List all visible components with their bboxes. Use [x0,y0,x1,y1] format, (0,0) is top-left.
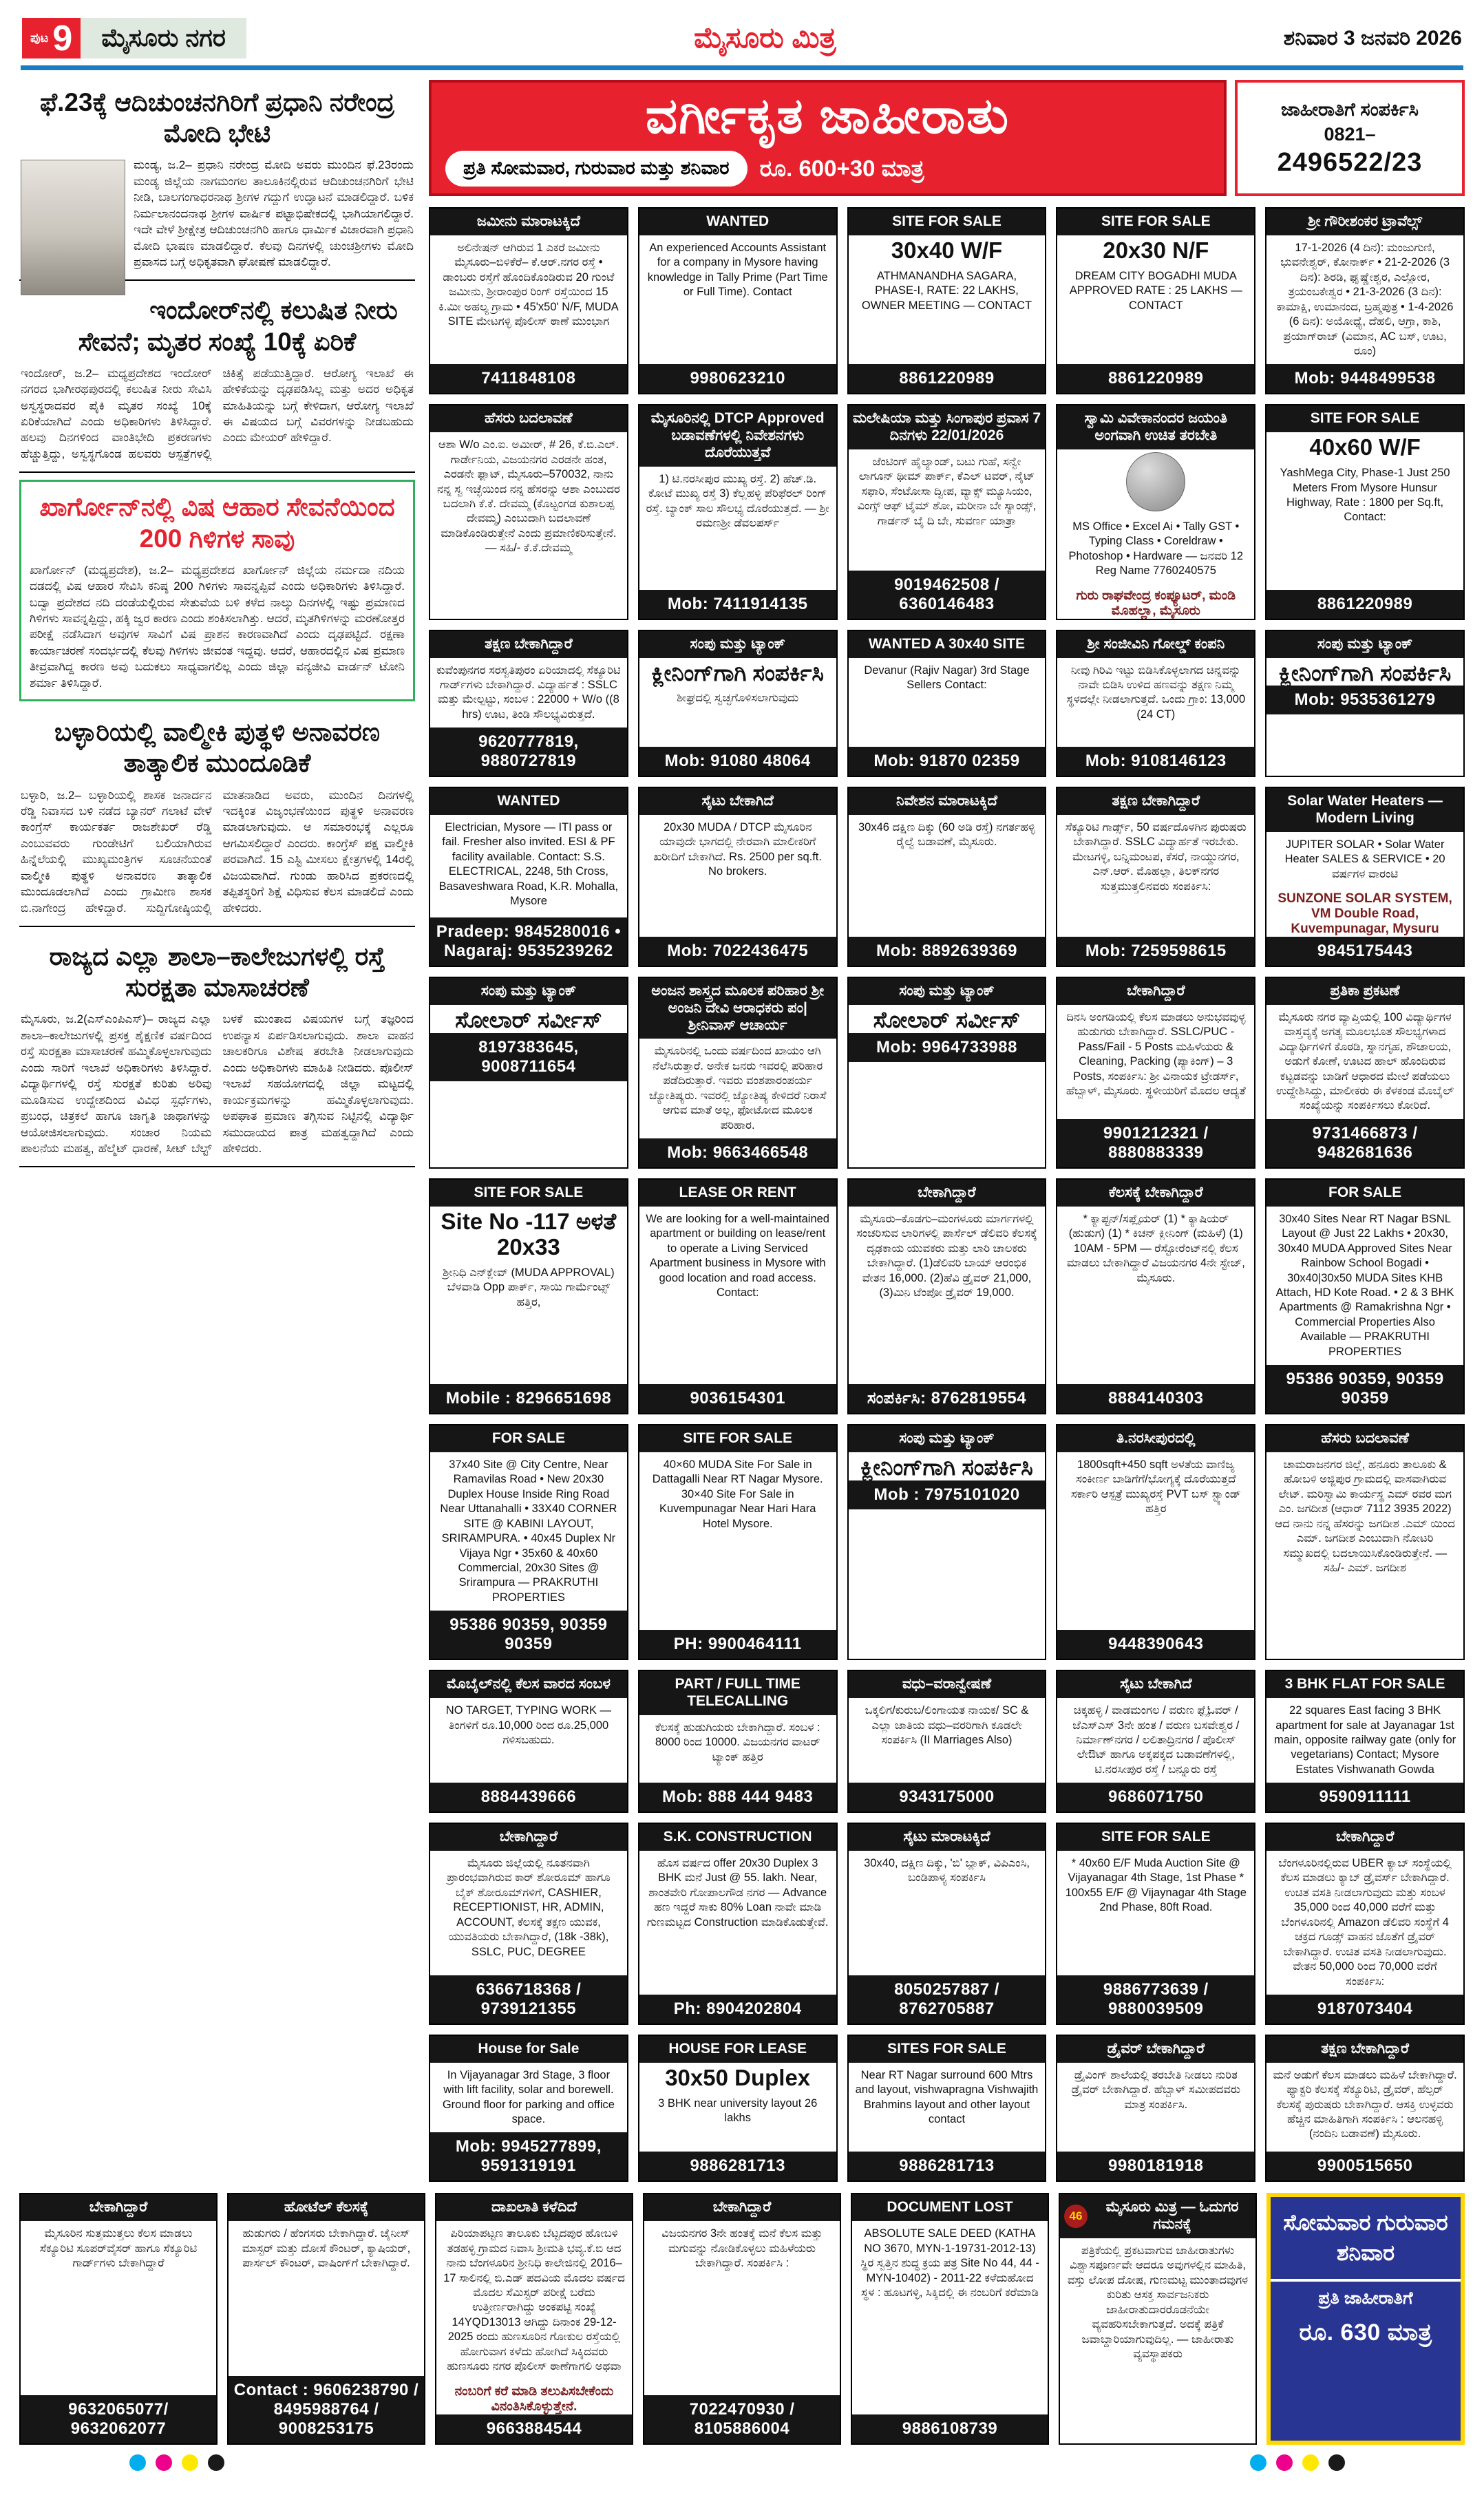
ad-big-line: 40x60 W/F [1309,434,1421,460]
news-column [19,80,415,2182]
classified-ad [638,787,838,967]
ad-body: 40×60 MUDA Site For Sale in Dattagalli Near RT Nagar Mysore. 30×40 Site For Sale in Kuvempunagar Near Hari Hara Hotel Mysore. [652,1458,823,1530]
ad-phone: Mob: 9964733988 [849,1033,1046,1062]
ad-header: ಸೈಟು ಮಾರಾಟಕ್ಕಿದೆ [849,1824,1046,1851]
news-article [19,288,415,473]
ad-header: ಶ್ರೀ ಸಂಜೀವಿನಿ ಗೋಲ್ಡ್ ಕಂಪನಿ [1057,631,1254,658]
classified-ad [1266,2193,1465,2444]
article-headline: ಇಂದೋರ್‌ನಲ್ಲಿ ಕಲುಷಿತ ನೀರು ಸೇವನೆ; ಮೃತರ ಸಂಖ್ಯೆ 10ಕ್ಕೆ ಏರಿಕೆ [78,296,398,356]
ad-phone: 8884439666 [430,1783,627,1812]
ad-header: ಹೋಟೆಲ್ ಕೆಲಸಕ್ಕೆ [229,2194,424,2221]
ad-header: ಅಂಜನ ಶಾಸ್ತ್ರದ ಮೂಲಕ ಪರಿಹಾರ ಶ್ರೀ ಅಂಜನಿ ದೇವಿ ಆರಾಧಕರು ಪಂ| ಶ್ರೀನಿವಾಸ್ ಆಚಾರ್ಯ [639,978,836,1039]
ad-header: ಬೇಕಾಗಿದ್ದಾರೆ [21,2194,216,2221]
ad-body: ಚಿಕ್ಕಹಳ್ಳಿ / ವಾಡಮಂಗಲ / ವರುಣ ಫ್ಲೈಓವರ್ / ಜೆಎಸ್‌ಎಸ್ 3ನೇ ಹಂತ / ವರುಣ ಬಸವೇಶ್ವರ / ನಿರ್ಮಾಣ್‌ನಗರ / ಲಲಿತಾದ್ರಿನಗರ / ಪೊಲೀಸ್ ಲೇಔಟ್ ಹಾಗೂ ಅಕ್ಕಪಕ್ಕದ ಬಡಾವಣೆಗಳಲ್ಲಿ, ಟಿ.ನರಸೀಪುರ ರಸ್ತೆ / ಬನ್ನೂರು ರಸ್ತೆ [1072,1704,1240,1776]
classified-ad [847,977,1047,1169]
ad-header: FOR SALE [430,1425,627,1452]
article-body: ಇಂದೋರ್, ಜ.2– ಮಧ್ಯಪ್ರದೇಶದ ಇಂದೋರ್ ನಗರದ ಭಾಗೀರಥಪುರದಲ್ಲಿ ಕಲುಷಿತ ನೀರು ಸೇವಿಸಿ ಅಸ್ವಸ್ಥರಾದವರ ಪೈಕಿ ಮೃತರ ಸಂಖ್ಯೆ 10ಕ್ಕೆ ಏರಿಕೆಯಾಗಿದೆ ಎಂದು ಅಧಿಕಾರಿಗಳು ತಿಳಿಸಿದ್ದಾರೆ. ಹಲವು ದಿನಗಳಿಂದ ವಾಂತಿಭೇದಿ ಪ್ರಕರಣಗಳು ಹೆಚ್ಚುತ್ತಿದ್ದು, ಅಸ್ವಸ್ಥಗೊಂಡ ಹಲವರು ಆಸ್ಪತ್ರೆಗಳಲ್ಲಿ ಚಿಕಿತ್ಸೆ ಪಡೆಯುತ್ತಿದ್ದಾರೆ. ಆರೋಗ್ಯ ಇಲಾಖೆ ಈ ಹೇಳಿಕೆಯನ್ನು ದೃಢಪಡಿಸಿಲ್ಲ ಮತ್ತು ಅದರ ಅಧಿಕೃತ ಮಾಹಿತಿಯನ್ನು ಬಗ್ಗೆ ಕೇಳಿದಾಗ, ಆರೋಗ್ಯ ಇಲಾಖೆ ಈ ವಿಷಯದ ಬಗ್ಗೆ ವಿವರಗಳನ್ನು ನೀಡಬಹುದು ಎಂದು ಮೇಯರ್ ಹೇಳಿದ್ದಾರೆ. [21,366,414,460]
ad-header: ಕೆಲಸಕ್ಕೆ ಬೇಕಾಗಿದ್ದಾರೆ [1057,1180,1254,1207]
ad-header: ತಕ್ಷಣ ಬೇಕಾಗಿದ್ದಾರೆ [430,631,627,658]
classified-ad [847,1823,1047,2025]
classified-ad [227,2193,425,2444]
contact-label: ಜಾಹೀರಾತಿಗೆ ಸಂಪರ್ಕಿಸಿ [1281,98,1419,120]
ad-footer-line: SUNZONE SOLAR SYSTEM, VM Double Road, Kuvempunagar, Mysuru [1278,891,1452,937]
ad-body: 1800sqft+450 sqft ಅಳತೆಯ ವಾಣಿಜ್ಯ ಸಂಕೀರ್ಣ ಬಾಡಿಗೆಗೆ/ಭೋಗ್ಯಕ್ಕೆ ದೊರೆಯುತ್ತದೆ ಸರ್ಕಾರಿ ಆಸ್ಪತ್ರೆ ಮುಖ್ಯರಸ್ತೆ PVT ಬಸ್ ಸ್ಟ್ಯಾಂಡ್ ಹತ್ತಿರ [1070,1458,1241,1516]
ad-body: ಮೈಸೂರಿನಲ್ಲಿ ಒಂದು ವರ್ಷದಿಂದ ಖಾಯಂ ಆಗಿ ನೆಲೆಸಿರುತ್ತಾರೆ. ಅನೇಕ ಜನರು ಇವರಲ್ಲಿ ಪರಿಹಾರ ಪಡೆದಿರುತ್ತಾರೆ. ಇವರು ವಂಶಪಾರಂಪರ್ಯ ಜ್ಯೋತಿಷ್ಯರು. ಇವರಲ್ಲಿ ಜ್ಯೋತಿಷ್ಯ ಕೇಳಿದರೆ ನಿರಾಸೆ ಆಗುವ ಮಾತೆ ಅಲ್ಲ, ಫೋಟೋದ ಮೂಲಕ ಪರಿಹಾರ. [648,1045,827,1132]
ad-header: ಸೈಟು ಬೇಕಾಗಿದೆ [639,788,836,815]
ad-big-line: ಸೋಲಾರ್ ಸರ್ವೀಸ್ [873,1006,1021,1032]
classified-ad [429,1670,628,1813]
classified-schedule: ಪ್ರತಿ ಸೋಮವಾರ, ಗುರುವಾರ ಮತ್ತು ಶನಿವಾರ [445,151,748,187]
ad-body: * ಕ್ಯಾಪ್ಟನ್/ಸಪ್ಲೈಯರ್ (1) * ಕ್ಯಾಷಿಯರ್ (ಹುಡುಗ) (1) * ಕಿಚನ್ ಕ್ಲೀನಿಂಗ್ (ಮಹಿಳೆ) (1) 10AM - 5PM — ರೆಸ್ಟೋರೆಂಟ್‌ನಲ್ಲಿ ಕೆಲಸ ಮಾಡಲು ಬೇಕಾಗಿದ್ದಾರೆ ವಿಜಯನಗರ 4ನೇ ಸ್ಟೇಜ್, ಮೈಸೂರು. [1066,1212,1245,1284]
article-body: ಮಂಡ್ಯ, ಜ.2– ಪ್ರಧಾನಿ ನರೇಂದ್ರ ಮೋದಿ ಅವರು ಮುಂದಿನ ಫೆ.23ರಂದು ಮಂಡ್ಯ ಜಿಲ್ಲೆಯ ನಾಗಮಂಗಲ ತಾಲೂಕಿನಲ್ಲಿರುವ ಆದಿಚುಂಚನಗಿರಿಗೆ ಭೇಟಿ ನೀಡಿ, ಬಾಲಗಂಗಾಧರನಾಥ ಶ್ರೀಗಳ ಗದ್ದುಗೆ ಉದ್ಘಾಟನೆ ಮಾಡಲಿದ್ದಾರೆ. ಬಳಿಕ ನಿರ್ಮಲಾನಂದನಾಥ ಶ್ರೀಗಳ ವಾರ್ಷಿಕ ಪಟ್ಟಾಭಿಷೇಕದಲ್ಲಿ ಭಾಗಿಯಾಗಲಿದ್ದಾರೆ. ಇದೇ ವೇಳೆ ಶ್ರೀಕ್ಷೇತ್ರ ಆದಿಚುಂಚನಗಿರಿ ಹಾಗೂ ಧಾರ್ಮಿಕ ವಿಚಾರವಾಗಿ ಪ್ರಧಾನಿ ಮೋದಿ ಭಾಷಣ ಮಾಡಲಿದ್ದಾರೆ. ಕೆಲವು ದಿನಗಳಲ್ಲಿ ಚುಂಚಶ್ರೀಗಳು ಮೋದಿ ಪ್ರವಾಸದ ಬಗ್ಗೆ ಅಧಿಕೃತವಾಗಿ ಘೋಷಣೆ ಮಾಡಲಿದ್ದಾರೆ. [21,157,414,270]
classified-ad [1056,630,1255,778]
ad-phone: 9886108739 [852,2414,1048,2443]
news-article [19,710,415,927]
ad-phone: 9886281713 [639,2152,836,2180]
ad-phone: 9343175000 [849,1783,1046,1812]
ad-header: ಸಂಪು ಮತ್ತು ಟ್ಯಾಂಕ್ [849,1425,1046,1452]
classified-ad [429,404,628,619]
ad-phone: 8861220989 [1266,590,1463,619]
ad-body: ಶ್ರೀನಿಧಿ ಎನ್‌ಕ್ಲೇವ್ (MUDA APPROVAL) ಬೆಳವಾಡಿ Opp ಪಾರ್ಕ್, ಸಾಯಿ ಗಾರ್ಮೆಂಟ್ಸ್ ಹತ್ತಿರ, [443,1266,615,1308]
classified-ad [847,1178,1047,1414]
classified-ad [19,2193,218,2444]
vivekananda-photo [1126,452,1185,511]
ad-phone: 8861220989 [1057,364,1254,393]
ad-body: ಬೆಂಗಳೂರಿನಲ್ಲಿರುವ UBER ಕ್ಯಾಬ್ ಸಂಸ್ಥೆಯಲ್ಲಿ ಕೆಲಸ ಮಾಡಲು ಕ್ಯಾಬ್ ಡ್ರೈವರ್ಸ್ ಬೇಕಾಗಿದ್ದಾರೆ. ಉಚಿತ ವಸತಿ ನೀಡಲಾಗುವುದು ಮತ್ತು ಸಂಬಳ 35,000 ರಿಂದ 40,000 ವರೆಗೆ ಮತ್ತು ಬೆಂಗಳೂರಿನಲ್ಲಿ Amazon ಡೆಲಿವರಿ ಸಂಸ್ಥೆಗೆ 4 ಚಕ್ರದ ಗೂಡ್ಸ್ ವಾಹನ ಜೊತೆಗೆ ಡ್ರೈವರ್ ಬೇಕಾಗಿದ್ದಾರೆ. ಉಚಿತ ವಸತಿ ನೀಡಲಾಗುವುದು. ವೇತನ 50,000 ರಿಂದ 70,000 ವರೆಗೆ ಸಂಪರ್ಕಿಸಿ: [1278,1857,1452,1988]
ad-body: 37x40 Site @ City Centre, Near Ramavilas Road • New 20x30 Duplex House Inside Ring Road Near Uttanahalli • 33X40 CORNER SITE @ KABINI LAYOUT, SRIRAMPURA. • 40x45 Duplex Nr Vijaya Ngr • 35x60 & 40x60 Commercial, 20x30 Sites @ Srirampura — PRAKRUTHI PROPERTIES [440,1458,617,1604]
ad-body: In Vijayanagar 3rd Stage, 3 floor with lift facility, solar and borewell. Ground floor for parking and office space. [442,2068,615,2126]
classified-ad [847,2035,1047,2183]
ad-phone: 8050257887 / 8762705887 [849,1975,1046,2024]
article-headline: ಖಾರ್ಗೋನ್‌ನಲ್ಲಿ ವಿಷ ಆಹಾರ ಸೇವನೆಯಿಂದ 200 ಗಿಳಿಗಳ ಸಾವು [39,493,395,553]
ad-body: JUPITER SOLAR • Solar Water Heater SALES & SERVICE • 20 ವರ್ಷಗಳ ವಾರಂಟಿ [1284,838,1445,880]
classified-ad [1265,977,1465,1169]
ad-header: ಮೊಬೈಲ್‌ನಲ್ಲಿ ಕೆಲಸ ವಾರದ ಸಂಬಳ [430,1671,627,1698]
ad-header: ಬೇಕಾಗಿದ್ದಾರೆ [849,1180,1046,1207]
ad-phone: Mob: 9108146123 [1057,747,1254,776]
ad-body: ನೀವು ಗಿರಿವಿ ಇಟ್ಟು ಬಿಡಿಸಿಕೊಳ್ಳಲಾಗದ ಚಿನ್ನವನ್ನು ನಾವೇ ಬಿಡಿಸಿ ಉಳಿದ ಹಣವನ್ನು ತಕ್ಷಣ ನಿಮ್ಮ ಸ್ಥಳದಲ್ಲೇ ನೀಡಲಾಗುತ್ತದೆ. ಒಂದು ಗ್ರಾಂ: 13,000 (24 CT) [1066,663,1246,721]
ad-phone: Mob: 9663466548 [639,1138,836,1167]
classified-ad [643,2193,841,2444]
ad-header: SITE FOR SALE [1057,209,1254,235]
ad-header: ಬೇಕಾಗಿದ್ದಾರೆ [430,1824,627,1851]
classified-ad [429,1178,628,1414]
article-body: ಖಾರ್ಗೋನ್ (ಮಧ್ಯಪ್ರದೇಶ), ಜ.2– ಮಧ್ಯಪ್ರದೇಶದ ಖಾರ್ಗೋನ್ ಜಿಲ್ಲೆಯ ನರ್ಮದಾ ನದಿಯ ದಡದಲ್ಲಿ ವಿಷ ಆಹಾರ ಸೇವಿಸಿ ಕನಿಷ್ಠ 200 ಗಿಳಿಗಳು ಸಾವನ್ನಪ್ಪಿವೆ ಎಂದು ಅಧಿಕಾರಿಗಳು ತಿಳಿಸಿದ್ದಾರೆ. ಬದ್ವಾ ಪ್ರದೇಶದ ನದಿ ದಂಡೆಯಲ್ಲಿರುವ ಸೇತುವೆಯ ಬಳಿ ಕಳೆದ ನಾಲ್ಕು ದಿನಗಳಲ್ಲಿ ಇಷ್ಟು ಪ್ರಮಾಣದ ಗಿಳಿಗಳು ಸಾವನ್ನಪ್ಪಿದ್ದು, ಹಕ್ಕಿ ಜ್ವರ ಕಾರಣ ಎಂದು ಶಂಕಿಸಲಾಗಿತ್ತು. ಆದರೆ, ಮೃತಗಿಳಿಗಳನ್ನು ಮರಣೋತ್ತರ ಪರೀಕ್ಷೆ ನಡೆಸಿದಾಗ ಅವುಗಳ ಸಾವಿಗೆ ವಿಷ ಪ್ರಾಶನ ಕಾರಣವಾಗಿದೆ ಎಂದು ದೃಢಪಟ್ಟಿದೆ. ರಕ್ಷಣಾ ಕಾರ್ಯಾಚರಣೆ ಸಂದರ್ಭದಲ್ಲಿ ಕೆಲವು ಗಿಳಿಗಳು ಜೀವಂತ ಇದ್ದವು. ಆದರೆ, ಆಹಾರದಲ್ಲಿನ ವಿಷ ಪ್ರಮಾಣ ತೀವ್ರವಾಗಿದ್ದ ಕಾರಣ ಅವು ಬದುಕಲು ಸಾಧ್ಯವಾಗಲಿಲ್ಲ ಎಂದು ಜಿಲ್ಲಾ ವನ್ಯಜೀವಿ ವಾರ್ಡನ್ ಟೋನಿ ಶರ್ಮಾ ತಿಳಿಸಿದ್ದಾರೆ. [30,563,405,690]
classified-ad [1265,787,1465,967]
ad-phone: 7022470930 / 8105886004 [644,2395,840,2443]
classified-ad [847,630,1047,778]
ad-header: ಸ್ವಾಮಿ ವಿವೇಕಾನಂದರ ಜಯಂತಿ ಅಂಗವಾಗಿ ಉಚಿತ ತರಬೇತಿ [1057,405,1254,449]
classified-ad [638,630,838,778]
ad-header: ಜಮೀನು ಮಾರಾಟಕ್ಕಿದೆ [430,209,627,235]
ad-header: 46 ಮೈಸೂರು ಮಿತ್ರ — ಓದುಗರ ಗಮನಕ್ಕೆ [1060,2194,1255,2238]
ad-header: ಹೆಸರು ಬದಲಾವಣೆ [430,405,627,432]
classified-ad [429,630,628,778]
ad-body: Electrician, Mysore — ITI pass or fail. Fresher also invited. ESI & PF facility available. Contact: S.S. ELECTRICAL, 2248, 5th Cross, Basaveshwara Road, K.R. Mohalla, Mysore [438,821,619,908]
ad-body: ಪಿರಿಯಾಪಟ್ಟಣ ತಾಲೂಕು ಬೆಟ್ಟದಪುರ ಹೋಬಳಿ ತಡಹಳ್ಳಿ ಗ್ರಾಮದ ನಿವಾಸಿ ಶ್ರೀಮತಿ ಭವ್ಯ.ಕೆ.ಬಿ ಆದ ನಾನು ಬೆಂಗಳೂರಿನ ಶ್ರೀನಿಧಿ ಕಾಲೇಜಿನಲ್ಲಿ 2016–17 ಸಾಲಿನಲ್ಲಿ ಬಿ.ಎಡ್ ಪದವಿಯ ಮೊದಲ ವರ್ಷದ ಮೊದಲ ಸೆಮಿಸ್ಟರ್ ಪರೀಕ್ಷೆ ಬರೆದು ಉತ್ತೀರ್ಣರಾಗಿದ್ದು ಅಂಕಪಟ್ಟಿ ಸಂಖ್ಯೆ 14YQD13013 ಆಗಿದ್ದು ದಿನಾಂಕ 29-12-2025 ರಂದು ಹುಣಸೂರಿನ ಗೋಕುಲ ರಸ್ತೆಯಲ್ಲಿ ಹೋಗುವಾಗ ಕಳೆದು ಹೋಗಿದೆ ಸಿಕ್ಕಿದವರು ಹುಣಸೂರು ನಗರ ಪೊಲೀಸ್ ಠಾಣೆಗಾಗಲಿ ಅಥವಾ [443,2227,625,2373]
classified-title: ವರ್ಗೀಕೃತ ಜಾಹೀರಾತು [645,89,1010,144]
classified-ad [435,2193,633,2444]
ad-body: ಜೆಂಟಿಂಗ್ ಹೈಲ್ಯಾಂಡ್, ಬಟು ಗುಹೆ, ಸನ್ವೇ ಲಾಗೂನ್ ಥೀಮ್ ಪಾರ್ಕ್, ಕೆಎಲ್ ಟವರ್, ನೈಟ್ ಸಫಾರಿ, ಸೆಂಟೋಸಾ ದ್ವೀಪ, ವ್ಯಾಕ್ಸ್ ಮ್ಯೂಸಿಯಂ, ವಿಂಗ್ಸ್ ಆಫ್ ಟೈಮ್ ಶೋ, ಮರೀನಾ ಬೇ ಸ್ಯಾಂಡ್ಸ್, ಗಾರ್ಡನ್ ಬೈ ದಿ ಬೇ, ಸುವರ್ಣ ಯಾತ್ರಾ [857,455,1037,527]
ad-phone: Mob: 9448499538 [1266,364,1463,393]
ad-header: S.K. CONSTRUCTION [639,1824,836,1851]
classified-ad [1056,207,1255,394]
ad-header: ಸಂಪು ಮತ್ತು ಟ್ಯಾಂಕ್ [1266,631,1463,658]
ad-header: ಶ್ರೀ ಗೌರೀಶಂಕರ ಟ್ರಾವೆಲ್ಸ್ [1266,209,1463,235]
ad-phone: 8861220989 [849,364,1046,393]
ad-big-line: ಕ್ಲೀನಿಂಗ್‌ಗಾಗಿ ಸಂಪರ್ಕಿಸಿ [1278,659,1452,686]
header-rule [21,65,1463,70]
ad-body: * 40x60 E/F Muda Auction Site @ Vijayanagar 4th Stage, 1st Phase * 100x55 E/F @ Vijaynagar 4th Stage 2nd Phase, 80ft Road. [1065,1857,1247,1914]
classified-ad [1265,1178,1465,1414]
ad-body: 17-1-2026 (4 ದಿನ): ಮಂಜುಗುಣಿ, ಭುವನೇಶ್ವರ್, ಕೋನಾರ್ಕ್ • 21-2-2026 (3 ದಿನ): ಶಿರಡಿ, ಘೃಷ್ಣೇಶ್ವರ, ಎಲ್ಲೋರ, ತ್ರಯಂಬಕೇಶ್ವರ • 21-3-2026 (3 ದಿನ): ಕಾಮಾಕ್ಷಿ, ಉಮಾನಂದ, ಬ್ರಹ್ಮಪುತ್ರ • 1-4-2026 (6 ದಿನ): ಅಯೋಧ್ಯೆ, ದೆಹಲಿ, ಆಗ್ರಾ, ಕಾಶಿ, ಪ್ರಯಾಗ್‌ರಾಜ್ (ವಿಮಾನ, AC ಬಸ್, ಊಟ, ರೂಂ) [1276,241,1454,358]
ad-body: ಶೀಘ್ರದಲ್ಲಿ ಸ್ವಚ್ಛಗೊಳಿಸಲಾಗುವುದು [677,692,799,705]
classified-ad [1265,207,1465,394]
classified-ad [1265,1424,1465,1660]
ad-body: 30x40 Sites Near RT Nagar BSNL Layout @ Just 22 Lakhs • 20x30, 30x40 MUDA Approved Sites Near Rainbow School Bogadi • 30x40|30x50 MUDA Sites KHB Attach, HD Kote Road. • 2 & 3 BHK Apartments @ Ramakrishna Ngr • Commercial Properties Also Available — PRAKRUTHI PROPERTIES [1275,1212,1454,1358]
ad-header: Solar Water Heaters — Modern Living [1266,788,1463,832]
ad-body: ಮೈಸೂರಿನ ಸುತ್ತಮುತ್ತಲು ಕೆಲಸ ಮಾಡಲು ಸೆಕ್ಯೂರಿಟಿ ಸೂಪರ್‌ವೈಸರ್ ಹಾಗೂ ಸೆಕ್ಯೂರಿಟಿ ಗಾರ್ಡ್‌ಗಳು ಬೇಕಾಗಿದ್ದಾರೆ [39,2227,198,2270]
classified-ad [638,1823,838,2025]
ad-body: 22 squares East facing 3 BHK apartment for sale at Jayanagar 1st main, opposite railway gate (only for vegetarians) Contact; Mysore Estates Vishwanath Gowda [1274,1704,1456,1776]
ad-body: ಮೈಸೂರು ನಗರ ವ್ಯಾಪ್ತಿಯಲ್ಲಿ 100 ವಿದ್ಯಾರ್ಥಿಗಳ ವಾಸ್ತವ್ಯಕ್ಕೆ ಅಗತ್ಯ ಮೂಲಭೂತ ಸೌಲಭ್ಯಗಳಾದ ವಿದ್ಯಾರ್ಥಿಗಳಿಗೆ ಕೊಠಡಿ, ಸ್ನಾನಗೃಹ, ಶೌಚಾಲಯ, ಅಡುಗೆ ಕೋಣೆ, ಊಟದ ಹಾಲ್ ಹೊಂದಿರುವ ಕಟ್ಟಡವನ್ನು ಬಾಡಿಗೆ ಆಧಾರದ ಮೇಲೆ ಪಡೆಯಲು ಉದ್ದೇಶಿಸಿದ್ದು, ಮಾಲೀಕರು ಈ ಕೆಳಕಂಡ ಮೊಬೈಲ್ ಸಂಖ್ಯೆಯನ್ನು ಸಂಪರ್ಕಿಸಲು ಕೋರಿದೆ. [1275,1010,1454,1112]
ad-header: SITE FOR SALE [849,209,1046,235]
ad-phone: Mob: 888 444 9483 [639,1783,836,1812]
ad-phone: Pradeep: 9845280016 • Nagaraj: 9535239262 [430,917,627,966]
ad-phone: 9980623210 [639,364,836,393]
classified-ad [1265,2035,1465,2183]
classified-ad [847,404,1047,619]
modi-photo [21,160,125,295]
ad-body: ಕುವೆಂಪುನಗರ ಸರಸ್ವತಿಪುರಂ ಏರಿಯಾದಲ್ಲಿ ಸೆಕ್ಯೂರಿಟಿ ಗಾರ್ಡ್‌ಗಳು ಬೇಕಾಗಿದ್ದಾರೆ. ವಿದ್ಯಾರ್ಹತೆ : SSLC ಮತ್ತು ಮೇಲ್ಪಟ್ಟು, ಸಂಬಳ : 22000 + W/o ((8 hrs) ಊಟ, ತಿಂಡಿ ಸೌಲಭ್ಯವಿರುತ್ತದೆ. [436,663,621,721]
ad-header: PART / FULL TIME TELECALLING [639,1671,836,1715]
article-headline: ಬಳ್ಳಾರಿಯಲ್ಲಿ ವಾಲ್ಮೀಕಿ ಪುತ್ಥಳಿ ಅನಾವರಣ ತಾತ್ಕಾಲಿಕ ಮುಂದೂಡಿಕೆ [54,718,381,778]
ad-header: SITE FOR SALE [639,1425,836,1452]
ad-phone: Mob : 7975101020 [849,1480,1046,1509]
ad-phone: 9019462508 / 6360146483 [849,571,1046,619]
ad-phone: 7411848108 [430,364,627,393]
ad-phone: 9620777819, 9880727819 [430,728,627,776]
classified-masthead [429,80,1465,196]
ad-phone: PH: 9900464111 [639,1630,836,1659]
ad-body: 30x46 ದಕ್ಷಿಣ ದಿಕ್ಕು (60 ಅಡಿ ರಸ್ತೆ) ನಗರ್ತಹಳ್ಳಿ ರೈಲ್ವೆ ಬಡಾವಣೆ, ಮೈಸೂರು. [858,821,1035,849]
ad-body: ಚಾಮರಾಜನಗರ ಜಿಲ್ಲೆ, ಹನೂರು ತಾಲೂಕು & ಹೋಬಳಿ ಅಜ್ಜಿಪುರ ಗ್ರಾಮದಲ್ಲಿ ವಾಸವಾಗಿರುವ ಲೇಟ್. ಮರಿಸ್ವಾಮಿ ಕಾರ್ಯಸ್ಥ ಎಮ್ ರವರ ಮಗ ಎಂ. ಜಗದೀಶ (ಆಧಾರ್ 7112 3935 2022) ಆದ ನಾನು ನನ್ನ ಹೆಸರನ್ನು ಜಗದೀಶ .ಎಮ್ ಯಿಂದ ಎಮ್. ಜಗದೀಶ ಎಂಬುದಾಗಿ ನೋಟರಿ ಸಮ್ಮುಖದಲ್ಲಿ ಬದಲಾಯಿಸಿಕೊಂಡಿರುತ್ತೇನೆ. — ಸಹಿ/- ಎಮ್. ಜಗದೀಶ [1275,1458,1455,1574]
ad-big-line: ಸೋಲಾರ್ ಸರ್ವೀಸ್ [455,1006,602,1032]
ad-header: House for Sale [430,2036,627,2063]
news-article [19,934,415,1167]
ad-phone: 8884140303 [1057,1384,1254,1413]
ad-header: FOR SALE [1266,1180,1463,1207]
ad-header: ಸೈಟು ಬೇಕಾಗಿದೆ [1057,1671,1254,1698]
ad-header: ಬೇಕಾಗಿದ್ದಾರೆ [644,2194,840,2221]
ad-footer-line: ನಂಬರಿಗೆ ಕರೆ ಮಾಡಿ ತಲುಪಿಸಬೇಕೆಂದು ವಿನಂತಿಸಿಕೊಳ್ಳುತ್ತೇನೆ. [454,2383,614,2414]
ad-header: ಸೋಮವಾರ ಗುರುವಾರ ಶನಿವಾರ [1271,2197,1461,2281]
ad-header: ನಿವೇಶನ ಮಾರಾಟಕ್ಕಿದೆ [849,788,1046,815]
ad-body: 1) ಟಿ.ನರಸೀಪುರ ಮುಖ್ಯ ರಸ್ತೆ. 2) ಹೆಚ್.ಡಿ. ಕೋಟೆ ಮುಖ್ಯ ರಸ್ತೆ 3) ಕೆಲ್ಲಹಳ್ಳಿ ಪೆರಿಫೆರಲ್ ರಿಂಗ್ ರಸ್ತೆ. ಬ್ಯಾಂಕ್ ಸಾಲ ಸೌಲಭ್ಯ ದೊರೆಯುತ್ತದೆ. — ಶ್ರೀ ರಮಣಶ್ರೀ ಡೆವಲಪರ್ಸ್ [646,472,829,530]
classified-ad [1056,1670,1255,1813]
anniversary-badge: 46 [1064,2205,1088,2228]
ad-phone: 9900515650 [1266,2152,1463,2180]
ad-header: SITE FOR SALE [430,1180,627,1207]
ad-body: YashMega City, Phase-1 Just 250 Meters From Mysore Hunsur Highway, Rate : 1800 per Sq.ft, Contact: [1280,467,1450,524]
ad-body: NO TARGET, TYPING WORK — ತಿಂಗಳಿಗೆ ರೂ.10,000 ರಿಂದ ರೂ.25,000 ಗಳಿಸಬಹುದು. [445,1704,611,1746]
cmyk-dots-right [1250,2454,1355,2474]
ad-header: ವಧು–ವರಾನ್ವೇಷಣೆ [849,1671,1046,1698]
ad-header: ಪ್ರತಿಕಾ ಪ್ರಕಟಣೆ [1266,978,1463,1005]
classified-ad [847,207,1047,394]
ad-header: DOCUMENT LOST [852,2194,1048,2221]
ad-phone: Mob: 7259598615 [1057,937,1254,966]
page-number-red [22,18,81,59]
ad-header: ಬೇಕಾಗಿದ್ದಾರೆ [1266,1824,1463,1851]
news-article [19,80,415,281]
classified-ad [1056,1178,1255,1414]
ad-phone: 9980181918 [1057,2152,1254,2180]
classified-ad [1265,1670,1465,1813]
ad-header: ಸಂಪು ಮತ್ತು ಟ್ಯಾಂಕ್ [849,978,1046,1005]
ad-body: ದಿನಸಿ ಅಂಗಡಿಯಲ್ಲಿ ಕೆಲಸ ಮಾಡಲು ಅನುಭವವುಳ್ಳ ಹುಡುಗರು ಬೇಕಾಗಿದ್ದಾರೆ. SSLC/PUC - Pass/Fail - 5 Posts ಮಹಿಳೆಯರು & Cleaning, Packing (ಪ್ಯಾಕಿಂಗ್) – 3 Posts, ಸಂಪರ್ಕಿಸಿ: ಶ್ರೀ ವಿನಾಯಕ ಟ್ರೇಡರ್ಸ್, ಹೆಬ್ಬಾಳ್, ಮೈಸೂರು. ಸ್ಥಳೀಯರಿಗೆ ಮೊದಲ ಆದ್ಯತೆ [1066,1010,1246,1098]
ad-body: ಅಲಿನೇಷನ್ ಆಗಿರುವ 1 ಎಕರೆ ಜಮೀನು ಮೈಸೂರು–ಬಿಳಿಕೆರೆ– ಕೆ.ಆರ್.ನಗರ ರಸ್ತೆ • ಡಾಂಬರು ರಸ್ತೆಗೆ ಹೊಂದಿಕೊಂಡಿರುವ 20 ಗುಂಟೆ ಜಮೀನು, ಶ್ರೀರಾಂಪುರ ರಿಂಗ್ ರಸ್ತೆಯಿಂದ 15 ಕಿ.ಮೀ ಅಹಲ್ಯ ಗ್ರಾಮ • 45'x50' N/F, MUDA SITE ಮೇಟಗಳ್ಳಿ ಪೊಲೀಸ್ ಠಾಣೆ ಮುಂಭಾಗ [438,241,619,328]
ad-phone: 9686071750 [1057,1783,1254,1812]
classified-price: ರೂ. 600+30 ಮಾತ್ರ [759,155,924,181]
classified-ad [638,207,838,394]
ad-phone: 9448390643 [1057,1630,1254,1659]
classified-contact-box [1235,80,1465,196]
ad-header: SITES FOR SALE [849,2036,1046,2063]
paper-name: ಮೈಸೂರು ಮಿತ್ರ [694,21,836,54]
section-name: ಮೈಸೂರು ನಗರ [81,18,246,59]
article-body: ಬಳ್ಳಾರಿ, ಜ.2– ಬಳ್ಳಾರಿಯಲ್ಲಿ ಶಾಸಕ ಜನಾರ್ದನ ರೆಡ್ಡಿ ನಿವಾಸದ ಬಳಿ ನಡೆದ ಬ್ಯಾನರ್ ಗಲಾಟೆ ವೇಳೆ ಕಾಂಗ್ರೆಸ್ ಕಾರ್ಯಕರ್ತ ರಾಜಶೇಖರ್ ರೆಡ್ಡಿ ಎಂಬುವವರು ಗುಂಡೇಟಿಗೆ ಬಲಿಯಾಗಿರುವ ಹಿನ್ನೆಲೆಯಲ್ಲಿ ಮುಖ್ಯಮಂತ್ರಿಗಳ ಸೂಚನೆಯಂತೆ ವಾಲ್ಮೀಕಿ ಪುತ್ಥಳಿ ಅನಾವರಣ ತಾತ್ಕಾಲಿಕ ಮುಂದೂಡಲಾಗಿದೆ ಎಂದು ಗ್ರಾಮೀಣ ಶಾಸಕ ಬಿ.ನಾಗೇಂದ್ರ ಹೇಳಿದ್ದಾರೆ. ಸುದ್ದಿಗೋಷ್ಠಿಯಲ್ಲಿ ಮಾತನಾಡಿದ ಅವರು, ಮುಂದಿನ ದಿನಗಳಲ್ಲಿ ಇದಕ್ಕಿಂತ ವಿಜೃಂಭಣೆಯಿಂದ ಪುತ್ಥಳಿ ಅನಾವರಣ ಮಾಡಲಾಗುವುದು. ಆ ಸಮಾರಂಭಕ್ಕೆ ಎಲ್ಲರೂ ಆಗಮಿಸಲಿದ್ದಾರೆ ಎಂದರು. ಕಾಂಗ್ರೆಸ್ ಪಕ್ಷ ವಾಲ್ಮೀಕಿ ಪರವಾಗಿದೆ. 15 ಎಸ್ಟಿ ಮೀಸಲು ಕ್ಷೇತ್ರಗಳಲ್ಲಿ 14ರಲ್ಲಿ ವಿಜಯವಾಗಿದೆ. ಗುಂಡು ಹಾರಿಸಿದ ಪ್ರಕರಣದಲ್ಲಿ ತಪ್ಪಿತಸ್ಥರಿಗೆ ಶಿಕ್ಷೆ ವಿಧಿಸುವ ಕೆಲಸ ಮಾಡಲಿದೆ ಎಂದು ಹೇಳಿದರು. [21,788,414,915]
page-label: ಪುಟ [30,31,49,45]
ad-phone: 9590911111 [1266,1783,1463,1812]
ad-phone: Mob: 7411914135 [639,590,836,619]
ad-header: ಮೈಸೂರಿನಲ್ಲಿ DTCP Approved ಬಡಾವಣೆಗಳಲ್ಲಿ ನಿವೇಶನಗಳು ದೊರೆಯುತ್ತವೆ [639,405,836,466]
classified-ad [847,1424,1047,1660]
classified-ad [429,1424,628,1660]
ad-phone: 8197383645, 9008711654 [430,1033,627,1081]
contact-phone: 2496522/23 [1277,147,1423,177]
classified-ad [1265,630,1465,778]
ad-header: LEASE OR RENT [639,1180,836,1207]
classified-ad [638,1670,838,1813]
ad-big-line: 30x50 Duplex [665,2064,811,2090]
ad-header: ಮಲೇಷಿಯಾ ಮತ್ತು ಸಿಂಗಾಪುರ ಪ್ರವಾಸ 7 ದಿನಗಳು 22/01/2026 [849,405,1046,449]
ad-header: SITE FOR SALE [1266,405,1463,432]
page-header [19,12,1465,63]
classified-ad [429,977,628,1169]
classified-ad [1056,977,1255,1169]
page-number-box [22,18,246,59]
ad-body: An experienced Accounts Assistant for a company in Mysore having knowledge in Tally Prime (Part Time or Full Time). Contact [647,241,828,299]
ad-phone: Mobile : 8296651698 [430,1384,627,1413]
ad-header: ದಾಖಲಾತಿ ಕಳೆದಿದೆ [436,2194,632,2221]
classified-ad [638,1424,838,1660]
classified-ad [429,787,628,967]
ad-phone: 95386 90359, 90359 90359 [1266,1365,1463,1413]
classified-ad [1056,2035,1255,2183]
ad-header: ಡ್ರೈವರ್ ಬೇಕಾಗಿದ್ದಾರೆ [1057,2036,1254,2063]
article-body: ಮೈಸೂರು, ಜ.2(ಎಸ್‌ಎಂಪಿಎಸ್)– ರಾಜ್ಯದ ಎಲ್ಲಾ ಶಾಲಾ–ಕಾಲೇಜುಗಳಲ್ಲಿ ಪ್ರಸಕ್ತ ಶೈಕ್ಷಣಿಕ ವರ್ಷದಿಂದ ರಸ್ತೆ ಸುರಕ್ಷತಾ ಮಾಸಾಚರಣೆ ಹಮ್ಮಿಕೊಳ್ಳಲಾಗುವುದು ಎಂದು ಸಾರಿಗೆ ಇಲಾಖೆ ಅಧಿಕಾರಿಗಳು ತಿಳಿಸಿದ್ದಾರೆ. ವಿದ್ಯಾರ್ಥಿಗಳಲ್ಲಿ ರಸ್ತೆ ಸುರಕ್ಷತೆ ಕುರಿತು ಅರಿವು ಮೂಡಿಸುವ ಉದ್ದೇಶದಿಂದ ವಿವಿಧ ಸ್ಪರ್ಧೆಗಳು, ಪ್ರಬಂಧ, ಚಿತ್ರಕಲೆ ಹಾಗೂ ಜಾಗೃತಿ ಜಾಥಾಗಳನ್ನು ಆಯೋಜಿಸಲಾಗುವುದು. ಸಂಚಾರ ನಿಯಮ ಪಾಲನೆಯ ಮಹತ್ವ, ಹೆಲ್ಮೆಟ್ ಧಾರಣೆ, ಸೀಟ್ ಬೆಲ್ಟ್ ಬಳಕೆ ಮುಂತಾದ ವಿಷಯಗಳ ಬಗ್ಗೆ ತಜ್ಞರಿಂದ ಉಪನ್ಯಾಸ ಏರ್ಪಡಿಸಲಾಗುವುದು. ಶಾಲಾ ವಾಹನ ಚಾಲಕರಿಗೂ ವಿಶೇಷ ತರಬೇತಿ ನೀಡಲಾಗುವುದು ಎಂದು ಅಧಿಕಾರಿಗಳು ಮಾಹಿತಿ ನೀಡಿದರು. ಪೊಲೀಸ್ ಇಲಾಖೆ ಸಹಯೋಗದಲ್ಲಿ ಜಿಲ್ಲಾ ಮಟ್ಟದಲ್ಲಿ ಕಾರ್ಯಕ್ರಮಗಳನ್ನು ಹಮ್ಮಿಕೊಳ್ಳಲಾಗುವುದು. ಅಪಘಾತ ಪ್ರಮಾಣ ತಗ್ಗಿಸುವ ನಿಟ್ಟಿನಲ್ಲಿ ವಿದ್ಯಾರ್ಥಿ ಸಮುದಾಯದ ಪಾತ್ರ ಮಹತ್ವದ್ದಾಗಿದೆ ಎಂದು ಹೇಳಿದರು. [21,1012,414,1156]
classified-ad [429,2035,628,2183]
ad-phone: Mob: 91080 48064 [639,747,836,776]
ad-body: DREAM CITY BOGADHI MUDA APPROVED RATE : 25 LAKHS — CONTACT [1069,269,1242,312]
classified-ad [851,2193,1049,2444]
ad-header: ಹೆಸರು ಬದಲಾವಣೆ [1266,1425,1463,1452]
ad-phone: 9845175443 [1266,937,1463,966]
ad-phone: Contact : 9606238790 / 8495988764 / 9008253175 [229,2376,424,2443]
ad-footer-line: ಗುರು ರಾಘವೇಂದ್ರ ಕಂಪ್ಯೂಟರ್, ಮಂಡಿ ಮೊಹಲ್ಲಾ, ಮೈಸೂರು [1076,588,1236,618]
ad-phone: 95386 90359, 90359 90359 [430,1611,627,1659]
ad-header: SITE FOR SALE [1057,1824,1254,1851]
ad-phone: Mob: 7022436475 [639,937,836,966]
ad-big-line: ಕ್ಲೀನಿಂಗ್‌ಗಾಗಿ ಸಂಪರ್ಕಿಸಿ [860,1454,1033,1480]
ad-body: ಹೊಸ ವರ್ಷದ offer 20x30 Duplex 3 BHK ಮನೆ Just @ 55. lakh. Near, ಶಾಂತವೇರಿ ಗೋಪಾಲಗೌಡ ನಗರ — Advance ಹಣ ಇದ್ದರೆ ಸಾಕು 80% Loan ನಾವೇ ಮಾಡಿ ಗುಣಮಟ್ಟದ Construction ಮಾಡಿಕೊಡುತ್ತೇವೆ. [646,1857,829,1929]
ad-header: ತಿ.ನರಸೀಪುರದಲ್ಲಿ [1057,1425,1254,1452]
ad-header: WANTED A 30x40 SITE [849,631,1046,658]
classified-ad [847,787,1047,967]
ad-phone: 9886773639 / 9880039509 [1057,1975,1254,2024]
page-number: 9 [52,18,73,59]
ad-header: WANTED [639,209,836,235]
classified-ad [1265,404,1465,619]
ad-phone: Mob: 91870 02359 [849,747,1046,776]
ad-header: ಸಂಪು ಮತ್ತು ಟ್ಯಾಂಕ್ [430,978,627,1005]
classified-ad [847,1670,1047,1813]
ad-body: Devanur (Rajiv Nagar) 3rd Stage Sellers Contact: [864,663,1030,691]
ad-big-line: Site No -117 ಅಳತೆ 20x33 [441,1208,617,1260]
ad-body: ಕೆಲಸಕ್ಕೆ ಹುಡುಗಿಯರು ಬೇಕಾಗಿದ್ದಾರೆ. ಸಂಬಳ : 8000 ರಿಂದ 10000. ವಿಜಯನಗರ ವಾಟರ್ ಟ್ಯಾಂಕ್ ಹತ್ತಿರ [655,1721,820,1763]
classified-grid [429,207,1465,2182]
ad-phone: ರೂ. 630 ಮಾತ್ರ [1299,2319,1432,2346]
ad-header: WANTED [430,788,627,815]
ad-header: 3 BHK FLAT FOR SALE [1266,1671,1463,1698]
ad-body: ವಿಜಯನಗರ 3ನೇ ಹಂತಕ್ಕೆ ಮನೆ ಕೆಲಸ ಮತ್ತು ಮಗುವನ್ನು ನೋಡಿಕೊಳ್ಳಲು ಮಹಿಳೆಯರು ಬೇಕಾಗಿದ್ದಾರೆ. ಸಂಪರ್ಕಿಸಿ : [661,2227,823,2270]
classified-ad [1265,1823,1465,2025]
ad-big-line: 30x40 W/F [891,237,1003,263]
classified-ad [638,404,838,619]
ad-body: ಸೆಕ್ಯೂರಿಟಿ ಗಾರ್ಡ್ಸ್, 50 ವರ್ಷದೊಳಗಿನ ಪುರುಷರು ಬೇಕಾಗಿದ್ದಾರೆ. SSLC ವಿದ್ಯಾರ್ಹತೆ ಇರಬೇಕು. ಮೇಟಗಳ್ಳಿ, ಬನ್ನಿಮಂಟಪ, ಕೆಸರೆ, ನಾಯ್ಡುನಗರ, ಎನ್.ಆರ್. ಮೊಹಲ್ಲಾ, ತಿಲಕ್‌ನಗರ ಸುತ್ತಮುತ್ತಲಿನವರು ಸಂಪರ್ಕಿಸಿ: [1065,821,1247,893]
ad-body: ಡ್ರೈವಿಂಗ್ ಶಾಲೆಯಲ್ಲಿ ತರಬೇತಿ ನೀಡಲು ನುರಿತ ಡ್ರೈವರ್ ಬೇಕಾಗಿದ್ದಾರೆ. ಹೆಬ್ಬಾಳ್ ಸಮೀಪದವರು ಮಾತ್ರ ಸಂಪರ್ಕಿಸಿ. [1071,2068,1240,2111]
ad-body: ಮೈಸೂರು–ಕೊಡಗು–ಮಂಗಳೂರು ಮಾರ್ಗಗಳಲ್ಲಿ ಸಂಚರಿಸುವ ಲಾರಿಗಳಲ್ಲಿ ಪಾರ್ಸೆಲ್ ಡೆಲಿವರಿ ಕೆಲಸಕ್ಕೆ ದೃಢಕಾಯ ಯುವಕರು ಮತ್ತು ಲಾರಿ ಚಾಲಕರು ಬೇಕಾಗಿದ್ದಾರೆ. (1)ಡೆಲಿವರಿ ಬಾಯ್ ಆರಂಭಿಕ ವೇತನ 16,000. (2)ಹೆವಿ ಡ್ರೈವರ್ 21,000, (3)ಮಿನಿ ಟೆಂಪೋ ಡ್ರೈವರ್ 19,000. [856,1212,1037,1299]
ad-body: ABSOLUTE SALE DEED (KATHA NO 3670, MYN-1-19731-2012-13) ಸ್ಥಿರ ಸ್ವತ್ತಿನ ಶುದ್ಧ ಕ್ರಯ ಪತ್ರ Site No 44, 44 -MYN-10402) - 2011-22 ಕಳೆದುಹೋದ ಸ್ಥಳ : ಹೂಟಗಳ್ಳಿ, ಸಿಕ್ಕಿದಲ್ಲಿ ಈ ನಂಬರಿಗೆ ಕರೆಮಾಡಿ [860,2227,1039,2299]
ad-phone: 9632065077/ 9632062077 [21,2395,216,2443]
ad-header: ಬೇಕಾಗಿದ್ದಾರೆ [1057,978,1254,1005]
ad-body: MS Office • Excel Ai • Tally GST • Typing Class • Coreldraw • Photoshop • Hardware — ಜನವರಿ 12 Reg Name 7760240575 [1068,520,1244,577]
edition-date: ಶನಿವಾರ 3 ಜನವರಿ 2026 [1283,26,1462,50]
ad-phone: 9901212321 / 8880883339 [1057,1119,1254,1167]
ad-phone: 9886281713 [849,2152,1046,2180]
ad-phone: Mob: 8892639369 [849,937,1046,966]
ad-phone: 9731466873 / 9482681636 [1266,1119,1463,1167]
ad-body: Near RT Nagar surround 600 Mtrs and layout, vishwapragna Vishwajith Brahmins layout and other layout contact [855,2068,1039,2126]
article-headline: ಫೆ.23ಕ್ಕೆ ಆದಿಚುಂಚನಗಿರಿಗೆ ಪ್ರಧಾನಿ ನರೇಂದ್ರ ಮೋದಿ ಭೇಟಿ [39,88,395,148]
ad-phone: 6366718368 / 9739121355 [430,1975,627,2024]
classified-ad [638,1178,838,1414]
ad-body: ಹುಡುಗರು / ಹೆಂಗಸರು ಬೇಕಾಗಿದ್ದಾರೆ. ಚೈನೀಸ್ ಮಾಸ್ಟರ್ ಮತ್ತು ದೋಸೆ ಕೌಂಟರ್, ಕ್ಯಾಷಿಯರ್, ಪಾರ್ಸಲ್ ಕೌಂಟರ್, ವಾಷಿಂಗ್‌ಗೆ ಬೇಕಾಗಿದ್ದಾರೆ. [242,2227,411,2270]
article-headline: ರಾಜ್ಯದ ಎಲ್ಲಾ ಶಾಲಾ–ಕಾಲೇಜುಗಳಲ್ಲಿ ರಸ್ತೆ ಸುರಕ್ಷತಾ ಮಾಸಾಚರಣೆ [49,942,385,1002]
ad-phone: 9663884544 [436,2414,632,2443]
ad-header: ಸಂಪು ಮತ್ತು ಟ್ಯಾಂಕ್ [639,631,836,658]
ad-phone: Mob: 9535361279 [1266,686,1463,714]
classified-banner [429,80,1227,196]
classified-ad [1056,404,1255,619]
ad-body: 3 BHK near university layout 26 lakhs [658,2096,818,2125]
classified-ad [429,207,628,394]
ad-body: ಪತ್ರಿಕೆಯಲ್ಲಿ ಪ್ರಕಟವಾಗುವ ಜಾಹೀರಾತುಗಳು ವಿಶ್ವಾಸಪೂರ್ಣವೇ ಆದರೂ ಅವುಗಳಲ್ಲಿನ ಮಾಹಿತಿ, ವಸ್ತು ಲೋಪ ದೋಷ, ಗುಣಮಟ್ಟ ಮುಂತಾದವುಗಳ ಕುರಿತು ಆಸಕ್ತ ಸಾರ್ವಜನಿಕರು ಜಾಹೀರಾತುದಾರರೊಡನೆಯೇ ವ್ಯವಹರಿಸಬೇಕಾಗುತ್ತದೆ. ಅದಕ್ಕೆ ಪತ್ರಿಕೆ ಜವಾಬ್ದಾರಿಯಾಗುವುದಿಲ್ಲ. — ಜಾಹೀರಾತು ವ್ಯವಸ್ಥಾಪಕರು [1067,2244,1249,2361]
ad-header: ತಕ್ಷಣ ಬೇಕಾಗಿದ್ದಾರೆ [1057,788,1254,815]
ad-phone: 9187073404 [1266,1995,1463,2024]
classified-ad [1056,787,1255,967]
ad-body: ಪ್ರತಿ ಜಾಹೀರಾತಿಗೆ [1318,2288,1413,2308]
ad-body: ಆಶಾ W/o ಎಂ.ಐ. ಅಮೀರ್, # 26, ಕೆ.ಬಿ.ಎಲ್. ಗಾರ್ಡೇನಿಯ, ವಿಜಯನಗರ ಎರಡನೇ ಹಂತ, ಎರಡನೇ ಫ್ಲಾಟ್, ಮೈಸೂರು–570032, ನಾನು ನನ್ನ ಸ್ವ ಇಚ್ಛೆಯಿಂದ ನನ್ನ ಹೆಸರನ್ನು ಆಶಾ ಎಂಬುದರ ಬದಲಾಗಿ ಕೆ.ಕೆ. ದೇವಮ್ಮ (ಕೊಟ್ಟಂಗಡ ಕುಶಾಲಪ್ಪ ದೇವಮ್ಮ) ಎಂಬುದಾಗಿ ಬದಲಾವಣೆ ಮಾಡಿಕೊಂಡಿರುತ್ತೇನೆ ಎಂದು ಪ್ರಮಾಣಿಕರಿಸುತ್ತೇನೆ. — ಸಹಿ/- ಕೆ.ಕೆ.ದೇವಮ್ಮ [437,438,620,555]
ad-big-line: ಕ್ಲೀನಿಂಗ್‌ಗಾಗಿ ಸಂಪರ್ಕಿಸಿ [651,659,824,686]
ad-phone: Mob: 9945277899, 9591319191 [430,2132,627,2180]
ad-body: ಮನೆ ಅಡುಗೆ ಕೆಲಸ ಮಾಡಲು ಮಹಿಳೆ ಬೇಕಾಗಿದ್ದಾರೆ. ಫ್ಯಾಕ್ಟರಿ ಕೆಲಸಕ್ಕೆ ಸೆಕ್ಯೂರಿಟಿ, ಡ್ರೈವರ್, ಹೆಲ್ಪರ್ ಕೆಲಸಕ್ಕೆ ಪುರುಷರು ಬೇಕಾಗಿದ್ದಾರೆ. ಆಸಕ್ತಿ ಉಳ್ಳವರು ಹೆಚ್ಚಿನ ಮಾಹಿತಿಗಾಗಿ ಸಂಪರ್ಕಿಸಿ : ಆಲನಹಳ್ಳಿ (ನಂದಿನಿ ಬಡಾವಣೆ) ಮೈಸೂರು. [1273,2068,1457,2141]
ad-body: 30x40, ದಕ್ಷಿಣ ದಿಕ್ಕು, 'ಬಿ' ಬ್ಲಾಕ್, ವಿಪಿಎಂಸಿ, ಬಂಡಿಪಾಳ್ಯ ಸಂಪರ್ಕಿಸಿ [864,1857,1030,1884]
registration-marks [19,2445,1465,2474]
ad-phone: Ph: 8904202804 [639,1995,836,2024]
bottom-ads-strip [19,2193,1465,2444]
ad-body: 20x30 MUDA / DTCP ಮೈಸೂರಿನ ಯಾವುದೇ ಭಾಗದಲ್ಲಿ ನೇರವಾಗಿ ಮಾಲೀಕರಿಗೆ ಖರೀದಿಗೆ ಬೇಕಾಗಿದೆ. Rs. 2500 per sq.ft. No brokers. [653,821,822,878]
cmyk-dots-left [129,2454,234,2474]
classified-ad [1059,2193,1257,2444]
classified-ad [1056,1424,1255,1660]
classified-ad [429,1823,628,2025]
ad-body: ATHMANANDHA SAGARA, PHASE-I, RATE: 22 LAKHS, OWNER MEETING — CONTACT [861,269,1032,312]
ad-body: We are looking for a well-maintained apartment or building on lease/rent to operate a Living Serviced Apartment business in Mysore with good location and road access. Contact: [646,1212,829,1299]
contact-code: 0821– [1324,123,1376,145]
ad-body: ಮೈಸೂರು ಜಿಲ್ಲೆಯಲ್ಲಿ ನೂತನವಾಗಿ ಪ್ರಾರಂಭವಾಗಿರುವ ಕಾರ್ ಶೋರೂಮ್ ಹಾಗೂ ಬೈಕ್ ಶೋರೂಮ್‌ಗಳಿಗೆ, CASHIER, RECEPTIONIST, HR, ADMIN, ACCOUNT, ಕೆಲಸಕ್ಕೆ ತಕ್ಷಣ ಯುವಕ, ಯುವತಿಯರು ಬೇಕಾಗಿದ್ದಾರೆ, (18k -38k), SSLC, PUC, DEGREE [447,1857,611,1958]
classified-ad [1056,1823,1255,2025]
ad-body: ಒಕ್ಕಲಿಗ/ಕುರುಬ/ಲಿಂಗಾಯತ ನಾಯಕ/ SC & ಎಲ್ಲಾ ಜಾತಿಯ ವಧು–ವರರಿಗಾಗಿ ಕೂಡಲೇ ಸಂಪರ್ಕಿಸಿ (II Marriages Also) [865,1704,1029,1746]
ad-phone: 9036154301 [639,1384,836,1413]
ad-big-line: 20x30 N/F [1103,237,1209,263]
classified-ad [638,977,838,1169]
news-article [19,480,415,701]
ad-header: ತಕ್ಷಣ ಬೇಕಾಗಿದ್ದಾರೆ [1266,2036,1463,2063]
ad-phone: ಸಂಪರ್ಕಿಸಿ: 8762819554 [849,1384,1046,1413]
ad-header: HOUSE FOR LEASE [639,2036,836,2063]
classified-ad [638,2035,838,2183]
